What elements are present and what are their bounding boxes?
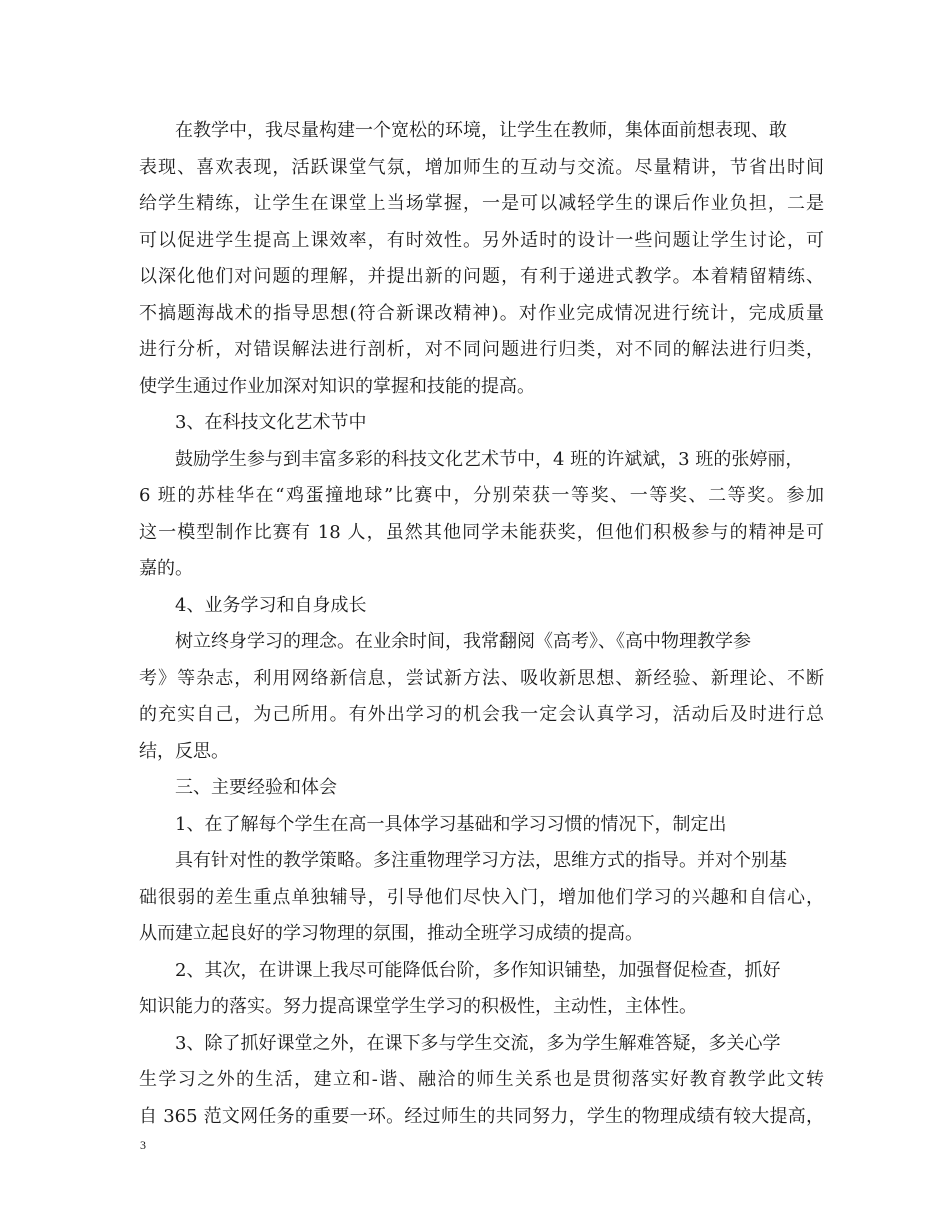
paragraph-line: 自 365 范文网任务的重要一环。经过师生的共同努力，学生的物理成绩有较大提高， — [139, 1105, 824, 1127]
paragraph-line: 3、除了抓好课堂之外，在课下多与学生交流，多为学生解难答疑，多关心学 — [175, 1032, 781, 1054]
paragraph-line: 1、在了解每个学生在高一具体学习基础和学习习惯的情况下，制定出 — [175, 813, 727, 835]
paragraph-line: 鼓励学生参与到丰富多彩的科技文化艺术节中，4 班的许斌斌，3 班的张婷丽， — [175, 448, 804, 470]
paragraph-line: 以深化他们对问题的理解，并提出新的问题，有利于递进式教学。本着精留精练、 — [139, 266, 824, 287]
section-heading: 3、在科技文化艺术节中 — [175, 412, 367, 433]
paragraph-line: 使学生通过作业加深对知识的掌握和技能的提高。 — [139, 375, 535, 397]
paragraph-line: 6 班的苏桂华在“鸡蛋撞地球”比赛中，分别荣获一等奖、一等奖、二等奖。参加 — [139, 485, 824, 506]
section-heading: 4、业务学习和自身成长 — [175, 594, 367, 616]
paragraph-line: 树立终身学习的理念。在业余时间，我常翻阅《高考》、《高中物理教学参 — [175, 631, 751, 652]
paragraph-line: 嘉的。 — [139, 558, 193, 579]
paragraph-line: 结，反思。 — [139, 740, 229, 762]
paragraph-line: 给学生精练，让学生在课堂上当场掌握，一是可以减轻学生的课后作业负担，二是 — [139, 193, 824, 214]
paragraph-line: 这一模型制作比赛有 18 人，虽然其他同学未能获奖，但他们积极参与的精神是可 — [139, 521, 824, 543]
paragraph-line: 表现、喜欢表现，活跃课堂气氛，增加师生的互动与交流。尽量精讲，节省出时间 — [139, 156, 824, 178]
paragraph-line: 不搞题海战术的指导思想(符合新课改精神)。对作业完成情况进行统计，完成质量 — [139, 302, 824, 324]
paragraph-line: 的充实自己，为己所用。有外出学习的机会我一定会认真学习，活动后及时进行总 — [139, 704, 824, 725]
paragraph-line: 具有针对性的教学策略。多注重物理学习方法，思维方式的指导。并对个别基 — [175, 850, 787, 871]
section-heading: 三、主要经验和体会 — [175, 777, 337, 798]
paragraph-line: 在教学中，我尽量构建一个宽松的环境，让学生在教师，集体面前想表现、敢 — [175, 120, 787, 141]
page-number: 3 — [140, 1138, 146, 1152]
paragraph-line: 生学习之外的生活，建立和-谐、融洽的师生关系也是贯彻落实好教育教学此文转 — [139, 1069, 824, 1090]
paragraph-line: 础很弱的差生重点单独辅导，引导他们尽快入门，增加他们学习的兴趣和自信心， — [139, 886, 824, 908]
document-body — [139, 113, 824, 1135]
paragraph-line: 知识能力的落实。努力提高课堂学生学习的积极性，主动性，主体性。 — [139, 996, 697, 1017]
paragraph-line: 考》等杂志，利用网络新信息，尝试新方法、吸收新思想、新经验、新理论、不断 — [139, 667, 824, 689]
paragraph-line: 2、其次，在讲课上我尽可能降低台阶，多作知识铺垫，加强督促检查，抓好 — [175, 959, 781, 981]
paragraph-line: 进行分析，对错误解法进行剖析，对不同问题进行归类，对不同的解法进行归类， — [139, 339, 824, 360]
paragraph-line: 可以促进学生提高上课效率，有时效性。另外适时的设计一些问题让学生讨论，可 — [139, 229, 824, 251]
paragraph-line: 从而建立起良好的学习物理的氛围，推动全班学习成绩的提高。 — [139, 923, 643, 944]
